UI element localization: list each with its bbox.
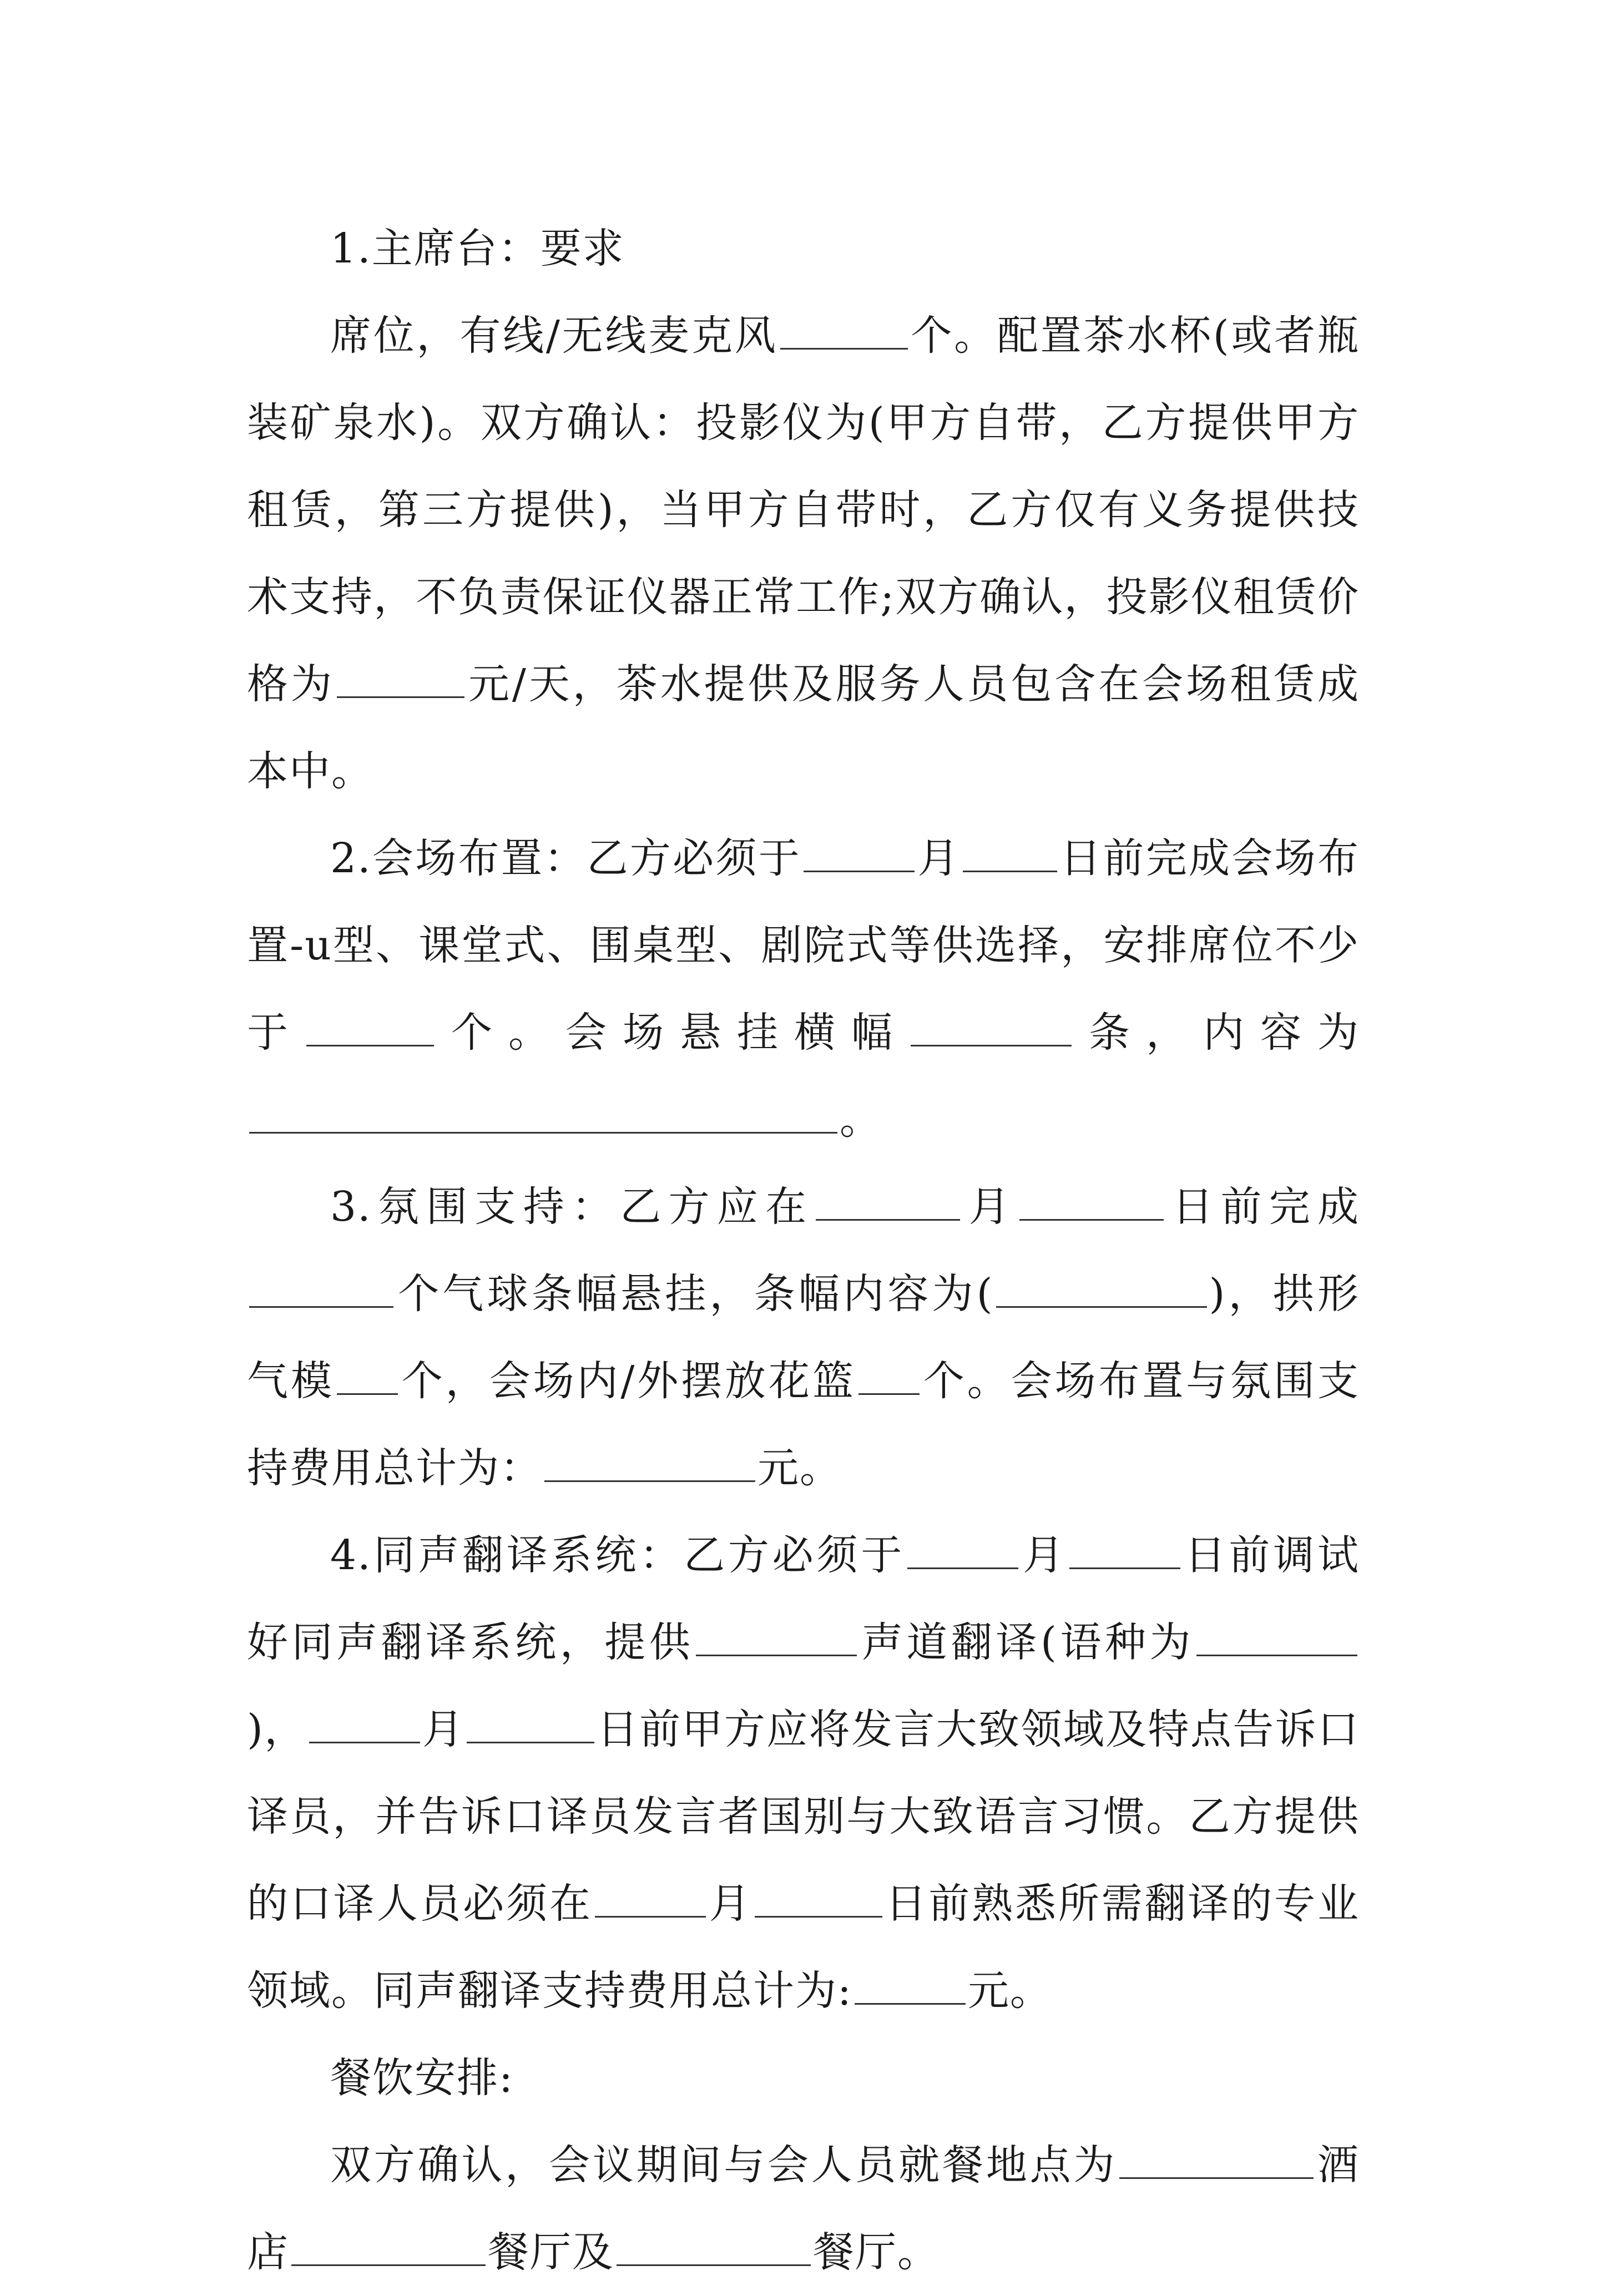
text-segment: 声道翻译(语种为 [859, 1619, 1194, 1666]
text-segment: 元/天，茶水提供及服务人员包含在会场租赁成本中。 [247, 660, 1360, 795]
fill-blank [804, 837, 915, 872]
fill-blank [337, 663, 464, 698]
text-segment: )， [247, 1706, 307, 1753]
fill-blank [544, 1447, 755, 1482]
text-segment: 元。 [967, 1967, 1052, 2015]
paragraph-catering [247, 2122, 1360, 2296]
paragraph-seating [247, 292, 1360, 815]
text-segment: 日前熟悉所需翻译的专业领域。同声翻译支持费用总计为: [247, 1880, 1360, 2015]
fill-blank [595, 1883, 706, 1918]
text-segment: 日前完成 [1165, 1183, 1360, 1231]
text-segment: 日前甲方应将发言大致领域及特点告诉口译员，并告诉口译员发言者国别与大致语言习惯。乙方提供的口译人员必须在 [247, 1706, 1360, 1928]
text-segment: 1.主席台：要求 [330, 225, 625, 272]
text-segment: 2.会场布置：乙方必须于 [330, 835, 802, 882]
text-segment: 餐厅及 [488, 2228, 614, 2276]
text-segment: 双方确认，会议期间与会人员就餐地点为 [330, 2141, 1118, 2189]
text-segment: 月 [708, 1880, 753, 1928]
fill-blank [855, 1970, 966, 2005]
text-segment: 席位，有线/无线麦克风 [330, 312, 778, 360]
fill-blank [309, 1708, 420, 1743]
fill-blank [249, 1099, 837, 1134]
fill-blank [306, 1012, 434, 1046]
text-segment: 日前调试好同声翻译系统，提供 [247, 1531, 1360, 1666]
fill-blank [816, 1186, 960, 1221]
fill-blank [996, 1273, 1207, 1308]
paragraph-translation [247, 1512, 1360, 2035]
text-segment: 酒店 [247, 2141, 1360, 2276]
text-segment: 元。 [757, 1444, 842, 1492]
fill-blank [1196, 1621, 1357, 1656]
fill-blank [249, 1273, 393, 1308]
text-segment: 餐厅。 [813, 2228, 940, 2276]
text-segment: 3.氛围支持：乙方应在 [330, 1183, 814, 1231]
fill-blank [1119, 2144, 1314, 2179]
text-segment: 日前完成会场布置-u型、课堂式、围桌型、剧院式等供选择，安排席位不少于 [247, 835, 1360, 1056]
text-segment: 个。会场悬挂横幅 [436, 1009, 908, 1056]
fill-blank [617, 2231, 811, 2266]
text-segment: 条，内容为 [1074, 1009, 1360, 1056]
text-segment: )，拱形气模 [247, 1270, 1360, 1405]
fill-blank [907, 1534, 1018, 1569]
text-segment: 月 [1021, 1531, 1067, 1579]
text-segment: 月 [917, 835, 961, 882]
paragraph-podium [247, 205, 1360, 292]
text-segment: 个。配置茶水杯(或者瓶装矿泉水)。双方确认：投影仪为(甲方自带，乙方提供甲方租赁，第三方提供)，当甲方自带时，乙方仅有义务提供技术支持，不负责保证仪器正常工作;双方确认，投影仪租赁价格为 [247, 312, 1360, 708]
text-segment: 个，会场内/外摆放花篮 [400, 1357, 856, 1405]
fill-blank [911, 1012, 1072, 1046]
text-segment: 4.同声翻译系统：乙方必须于 [330, 1531, 906, 1579]
paragraph-venue-setup [247, 815, 1360, 1164]
fill-blank [755, 1883, 882, 1918]
text-segment: 餐饮安排: [330, 2054, 514, 2102]
document-body [247, 205, 1360, 2296]
fill-blank [780, 315, 908, 350]
fill-blank [963, 837, 1057, 872]
text-segment: 个。会场布置与氛围支持费用总计为： [247, 1357, 1360, 1492]
fill-blank [858, 1360, 920, 1395]
paragraph-catering-heading [247, 2035, 1360, 2122]
fill-blank [291, 2231, 486, 2266]
fill-blank [696, 1621, 857, 1656]
fill-blank [1069, 1534, 1180, 1569]
fill-blank [337, 1360, 398, 1395]
fill-blank [467, 1708, 594, 1743]
text-segment: 。 [840, 1096, 882, 1144]
text-segment: 月 [422, 1706, 465, 1753]
text-segment: 月 [962, 1183, 1017, 1231]
fill-blank [1019, 1186, 1164, 1221]
text-segment: 个气球条幅悬挂，条幅内容为( [396, 1270, 994, 1318]
paragraph-atmosphere [247, 1164, 1360, 1512]
